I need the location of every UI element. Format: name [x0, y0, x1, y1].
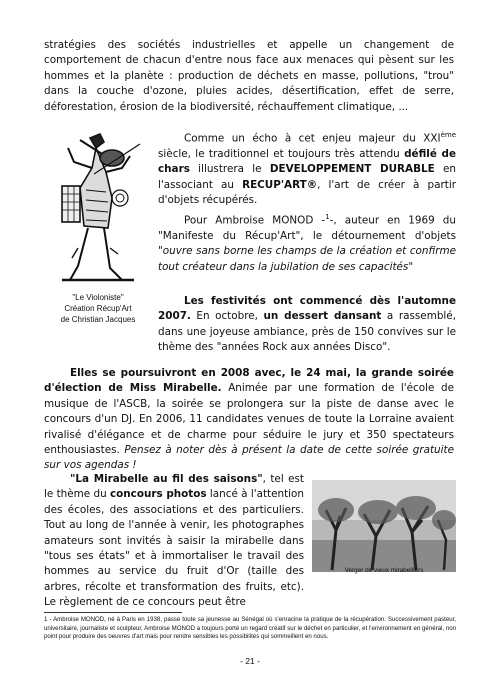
figure-caption-line2: Création Récup'Art [64, 304, 132, 313]
figure-caption-title: "Le Violoniste" [72, 293, 124, 302]
photo-contest-paragraph: "La Mirabelle au fil des saisons", tel est le thème du concours photos lancé à l'attention des écoles, des associations et des particuliers. Tout au long de l'année à venir, les photographes amateurs sont invités à saisir la mirabelle dans "tous ses états" et à immortaliser le travail des hommes au service du fruit d'Or (taille des arbres, récolte et transformation des fruits, etc). Le règlement de ce concours peut être [44, 473, 304, 609]
footnote-divider [44, 612, 182, 613]
footnote: 1 - Ambroise MONOD, né à Paris en 1938, passe toute sa jeunesse au Sénégal où s'enracine la pratique de la récupération. Successivement pasteur, universitaire, journaliste et sculpteur, Ambroise MONOD a toujours porté un regard créatif sur le déchet en particulier, et l'environnement en général, non point pour produire des oeuvres d'art mais pour rendre sensibles les possibilités qui sommeillent en nous. [44, 616, 456, 641]
monod-paragraph: Pour Ambroise MONOD -$^1$-, auteur en 1969 du "Manifeste du Récup'Art", le détournement d'objets "ouvre sans borne les champs de la création et confirme tout créateur dans la jubilation de ses capacités" [158, 213, 456, 273]
orchard-photo-image [312, 480, 456, 572]
festivities-paragraph: Les festivités ont commencé dès l'automne 2007. En octobre, un dessert dansant a rassemblé, dans une joyeuse ambiance, près de 150 convives sur le thème des "années Rock aux années Disco". [158, 295, 456, 354]
echo-paragraph: Comme un écho à cet enjeu majeur du XXIème siècle, le traditionnel et toujours très attendu défilé de chars illustrera le DEVELOPPEMENT DURABLE en l'associant au RECUP'ART®, l'art de créer à partir d'objets récupérés. [158, 131, 457, 207]
miss-mirabelle-paragraph: Elles se poursuivront en 2008 avec, le 24 mai, la grande soirée d'élection de Miss Mirabelle. Animée par une formation de l'école de musique de l'ASCB, la soirée se prolongera sur la piste de danse avec le concours d'un DJ. En 2006, 11 candidates venues de toute la Lorraine avaient rivalisé d'élégance et de charme pour séduire le jury et 350 spectateurs enthousiastes. Pensez à noter dès à présent la date de cette soirée gratuite sur vos agendas ! [44, 367, 454, 472]
page-number: - 21 - [240, 656, 260, 666]
photo-caption: Verger de vieux mirabelliers [344, 567, 424, 574]
figure-caption [42, 292, 154, 325]
figure-caption-line3: de Christian Jacques [60, 315, 136, 324]
intro-paragraph: stratégies des sociétés industrielles et appelle un changement de comportement de chacun d'entre nous face aux menaces qui pèsent sur les hommes et la planète : production de déchets en masse, pollutions, "trou" dans la couche d'ozone, pluies acides, désertification, effet de serre, déforestation, érosion de la biodiversité, réchauffement climatique, ... [44, 39, 454, 113]
violinist-sculpture-image [50, 128, 146, 290]
